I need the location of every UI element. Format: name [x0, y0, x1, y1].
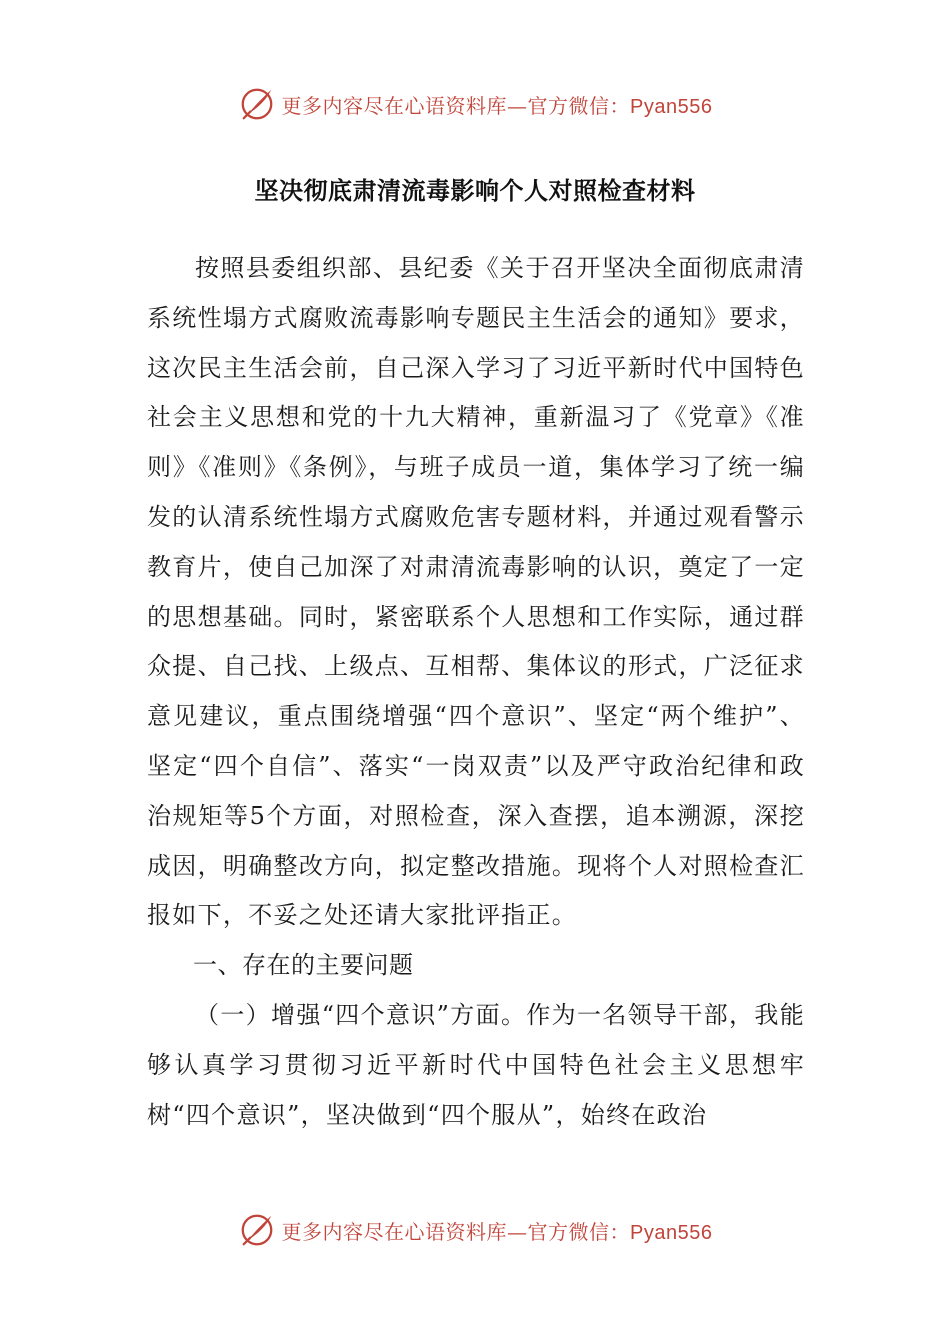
section-heading: 一、存在的主要问题 [193, 951, 414, 980]
watermark-banner-bottom [0, 1208, 950, 1252]
intro-paragraph: 按照县委组织部、县纪委《关于召开坚决全面彻底肃清系统性塌方式腐败流毒影响专题民主生活会的通知》要求，这次民主生活会前，自己深入学习了习近平新时代中国特色社会主义思想和党的十九大精神，重新温习了《党章》《准则》《准则》《条例》，与班子成员一道，集体学习了统一编发的认清系统性塌方式腐败危害专题材料，并通过观看警示教育片，使自己加深了对肃清流毒影响的认识，奠定了一定的思想基础。同时，紧密联系个人思想和工作实际，通过群众提、自己找、上级点、互相帮、集体议的形式，广泛征求意见建议，重点围绕增强“四个意识”、坚定“两个维护”、坚定“四个自信”、落实“一岗双责”以及严守政治纪律和政治规矩等5个方面，对照检查，深入查摆，追本溯源，深挖成因，明确整改方向，拟定整改措施。现将个人对照检查汇报如下，不妥之处还请大家批评指正。 [147, 254, 805, 930]
watermark-banner-top [0, 82, 950, 126]
document-title: 坚决彻底肃清流毒影响个人对照检查材料 [254, 177, 696, 205]
wechat-id: Pyan556 [630, 1221, 713, 1244]
wechat-id: Pyan556 [630, 95, 713, 118]
watermark-text: 更多内容尽在心语资料库—官方微信：Pyan556 [281, 93, 713, 118]
section-paragraph: （一）增强“四个意识”方面。作为一名领导干部，我能够认真学习贯彻习近平新时代中国特色社会主义思想牢树“四个意识”，坚决做到“四个服从”，始终在政治 [147, 1000, 805, 1129]
quill-logo-icon [238, 1211, 276, 1249]
watermark-text: 更多内容尽在心语资料库—官方微信：Pyan556 [281, 1219, 713, 1244]
quill-logo-icon [238, 85, 276, 123]
document-body [147, 244, 805, 1140]
